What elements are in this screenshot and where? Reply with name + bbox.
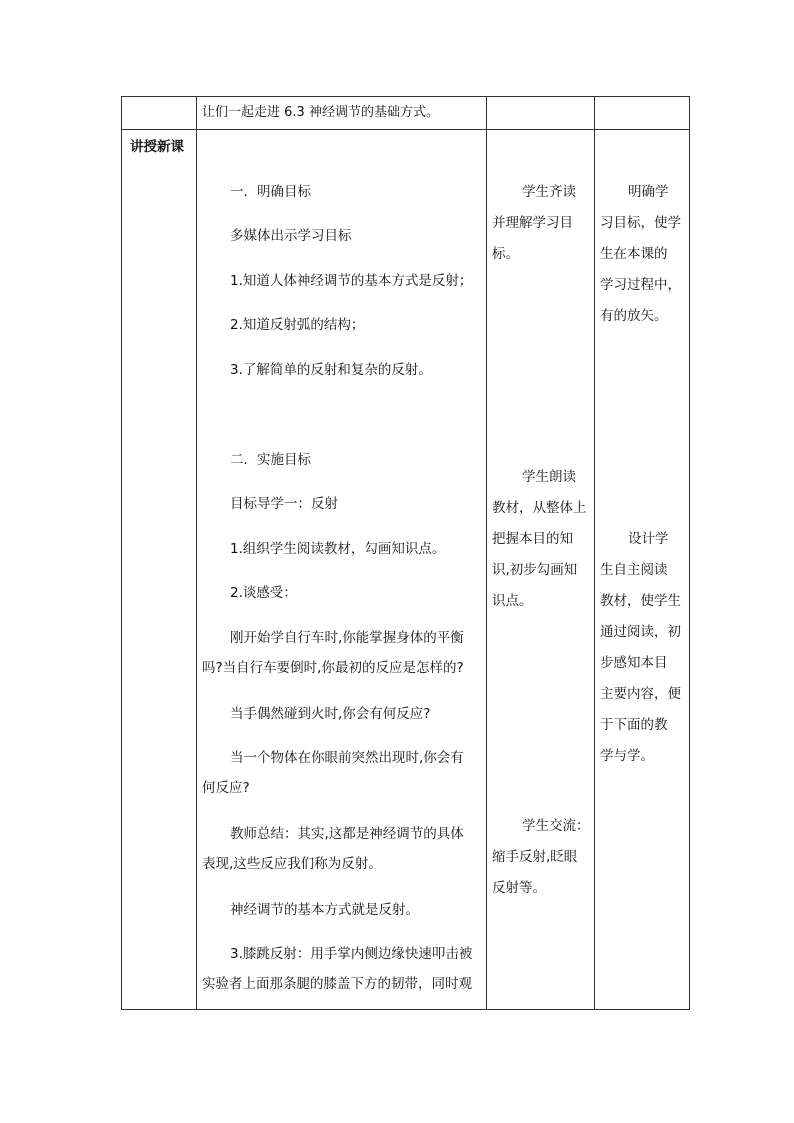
- intro-text: 让们一起走进 6.3 神经调节的基础方式。: [202, 105, 439, 120]
- column-divider: [486, 130, 487, 1009]
- teacher-line: 1.组织学生阅读教材，勾画知识点。: [230, 541, 446, 557]
- teacher-line: 目标导学一：反射: [230, 496, 338, 512]
- intent-line: 习目标，使学: [600, 215, 681, 231]
- student-line: 缩手反射,眨眼: [492, 849, 578, 865]
- intent-line: 生自主阅读: [600, 562, 668, 578]
- teacher-line: 教师总结：其实,这都是神经调节的具体: [230, 826, 464, 842]
- teacher-line: 何反应?: [202, 780, 250, 796]
- intent-line: 学习过程中，: [600, 277, 681, 293]
- student-line: 识,初步勾画知: [492, 562, 578, 578]
- teacher-line: 1.知道人体神经调节的基本方式是反射；: [230, 273, 473, 289]
- student-line: 学生朗读: [522, 469, 576, 485]
- teacher-line: 表现,这些反应我们称为反射。: [202, 856, 382, 872]
- teacher-line: 2.谈感受：: [230, 585, 297, 601]
- column-divider: [486, 97, 487, 129]
- column-divider: [594, 97, 595, 129]
- section-label: 讲授新课: [130, 139, 184, 155]
- student-line: 识点。: [492, 593, 533, 609]
- student-line: 教材，从整体上: [492, 500, 587, 516]
- teacher-line: 2.知道反射弧的结构；: [230, 317, 365, 333]
- teacher-line: 当一个物体在你眼前突然出现时,你会有: [230, 750, 464, 766]
- teacher-line: 神经调节的基本方式就是反射。: [230, 902, 419, 918]
- intent-line: 设计学: [628, 531, 669, 547]
- column-divider: [594, 130, 595, 1009]
- teacher-line: 吗?当自行车要倒时,你最初的反应是怎样的?: [202, 660, 464, 676]
- intent-line: 通过阅读，初: [600, 624, 681, 640]
- intent-line: 明确学: [628, 184, 669, 200]
- student-line: 学生交流：: [522, 818, 590, 834]
- teacher-line: 当手偶然碰到火时,你会有何反应?: [230, 706, 431, 722]
- intent-line: 步感知本目: [600, 655, 668, 671]
- student-line: 反射等。: [492, 880, 546, 896]
- teacher-line: 实验者上面那条腿的膝盖下方的韧带，同时观: [202, 976, 472, 992]
- column-divider: [196, 130, 197, 1009]
- intent-line: 学与学。: [600, 748, 654, 764]
- teacher-line: 刚开始学自行车时,你能掌握身体的平衡: [230, 630, 464, 646]
- intent-line: 生在本课的: [600, 246, 668, 262]
- intent-line: 主要内容，便: [600, 686, 681, 702]
- table-row-intro: [121, 96, 690, 130]
- student-line: 学生齐读: [522, 184, 576, 200]
- student-line: 把握本目的知: [492, 531, 573, 547]
- student-line: 标。: [492, 246, 519, 262]
- table-row-new-lesson: [121, 130, 690, 1010]
- intent-line: 于下面的教: [600, 717, 668, 733]
- intent-line: 教材，使学生: [600, 593, 681, 609]
- teacher-line: 3.了解简单的反射和复杂的反射。: [230, 362, 432, 378]
- student-line: 并理解学习目: [492, 215, 573, 231]
- teacher-line: 二．实施目标: [230, 452, 311, 468]
- teacher-line: 多媒体出示学习目标: [230, 228, 352, 244]
- column-divider: [196, 97, 197, 129]
- intent-line: 有的放矢。: [600, 308, 668, 324]
- teacher-line: 一．明确目标: [230, 184, 311, 200]
- teacher-line: 3.膝跳反射：用手掌内侧边缘快速叩击被: [230, 946, 473, 962]
